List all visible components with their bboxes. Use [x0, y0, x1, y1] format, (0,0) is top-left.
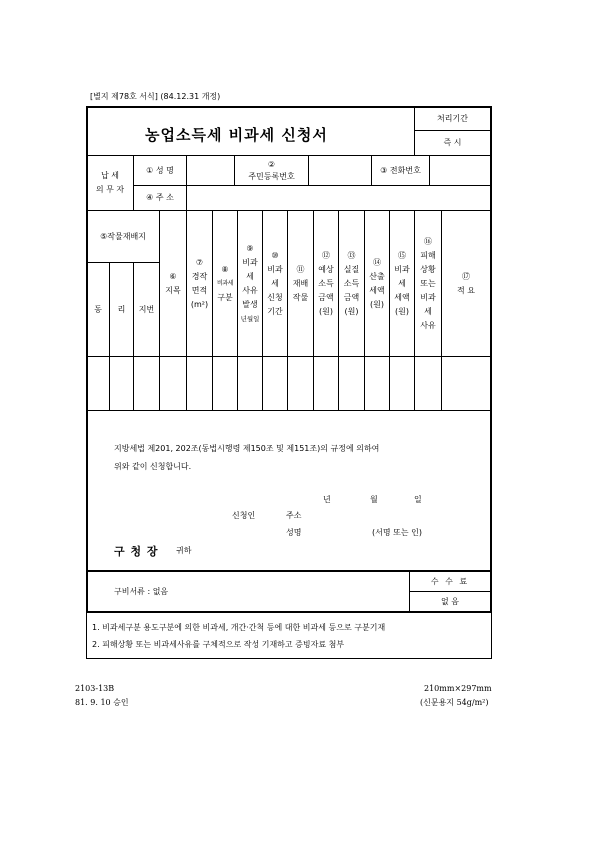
column-15-line2: 세	[398, 278, 406, 288]
fee-label: 수 수 료	[430, 576, 470, 586]
column-16-number: ⑯	[424, 236, 432, 246]
column-17-number: ⑰	[462, 271, 470, 281]
column-12-line4: (원)	[319, 306, 333, 316]
processing-period-value: 즉 시	[443, 138, 462, 147]
column-cultivated-area	[187, 211, 212, 356]
column-13-line3: 금액	[343, 292, 360, 302]
phone-field[interactable]	[430, 156, 490, 185]
column-9-line1: 비과	[242, 257, 258, 267]
column-16-line6: 사유	[420, 320, 436, 330]
column-6-number: ⑥	[169, 271, 177, 281]
column-exempt-tax	[390, 211, 414, 356]
column-10-line3: 신청	[267, 292, 283, 302]
column-7-number: ⑦	[195, 257, 204, 267]
column-15-number: ⑮	[398, 250, 406, 260]
taxpayer-label	[87, 156, 133, 210]
column-exemption-date	[238, 211, 262, 356]
rrn-text: 주민등록번호	[248, 171, 295, 181]
applicant-address-label: 주소	[286, 511, 302, 520]
column-16-line2: 상황	[420, 264, 436, 274]
column-8-number: ⑧	[221, 264, 229, 274]
date-year: 년	[323, 495, 331, 504]
fee-value: 없 음	[441, 596, 459, 606]
required-documents: 구비서류 : 없음	[114, 587, 169, 596]
rrn-field[interactable]	[309, 156, 371, 185]
column-6-label: 지목	[165, 285, 181, 295]
recipient-honorific: 귀하	[176, 546, 192, 555]
column-13-number: ⑬	[347, 250, 356, 260]
column-exemption-type	[213, 211, 237, 356]
date-day: 일	[414, 495, 422, 504]
rrn-label	[235, 156, 308, 185]
taxpayer-label-line2: 의 무 자	[95, 185, 125, 194]
note-2: 2. 피해상황 또는 비과세사유를 구체적으로 작성 기재하고 증빙자료 첨부	[92, 640, 345, 649]
name-label: ① 성 명	[146, 165, 174, 175]
column-crop	[288, 211, 313, 356]
column-9-line4: 발생	[242, 299, 258, 309]
applicant-label: 신청인	[232, 511, 256, 520]
column-ri: 리	[117, 304, 126, 314]
column-13-line4: (원)	[344, 306, 359, 316]
column-damage-reason	[415, 211, 441, 356]
declaration-line-1: 지방세법 제201, 202조(동법시행령 제150조 및 제151조)의 규정에 의하여	[114, 444, 380, 453]
column-actual-income	[339, 211, 364, 356]
phone-label: ③ 전화번호	[380, 165, 421, 175]
column-16-line1: 피해	[420, 250, 436, 260]
column-13-line1: 실질	[343, 264, 360, 274]
processing-period-label: 처리기간	[437, 114, 468, 123]
column-14-number: ⑭	[373, 257, 381, 267]
column-15-line3: 세액	[394, 292, 410, 302]
column-dong: 동	[94, 304, 102, 314]
column-10-number: ⑩	[271, 250, 279, 260]
table-row[interactable]	[88, 357, 489, 409]
column-expected-income	[314, 211, 338, 356]
column-11-line1: 재배	[292, 278, 309, 288]
column-12-number: ⑫	[322, 250, 330, 260]
column-16-line4: 비과	[420, 292, 436, 302]
address-label: ④ 주 소	[146, 193, 174, 202]
column-10-line2: 세	[271, 278, 279, 288]
column-16-line3: 또는	[420, 278, 436, 288]
form-reference: [별지 제78호 서식] (84.12.31 개정)	[90, 92, 221, 101]
column-9-line3: 사유	[242, 285, 258, 295]
column-9-line2: 세	[246, 271, 254, 281]
column-15-line1: 비과	[394, 264, 410, 274]
column-calculated-tax	[365, 211, 389, 356]
column-13-line2: 소득	[343, 278, 360, 288]
column-16-line5: 세	[424, 306, 432, 316]
page-title: 농업소득세 비과세 신청서	[145, 126, 328, 144]
rrn-number: ②	[267, 159, 276, 169]
column-15-line4: (원)	[395, 306, 409, 316]
column-land-category	[160, 211, 186, 356]
column-7-line3: (m²)	[190, 299, 209, 309]
recipient: 구 청 장	[114, 545, 159, 558]
name-field[interactable]	[187, 156, 234, 185]
applicant-name-label: 성명	[286, 528, 302, 537]
form-code: 2103-13B	[75, 684, 115, 693]
column-11-line2: 작물	[292, 292, 309, 302]
column-jibeon: 지번	[138, 304, 155, 314]
note-1: 1. 비과세구분 용도구분에 의한 비과세, 개간·간척 등에 대한 비과세 등으로 구분기재	[92, 623, 386, 632]
column-9-number: ⑨	[246, 243, 254, 253]
column-location: ⑤작물재배지	[100, 231, 146, 241]
column-11-number: ⑪	[296, 264, 305, 274]
address-field[interactable]	[187, 186, 490, 210]
column-9-line5: 년월일	[240, 314, 260, 323]
date-month: 월	[370, 495, 378, 504]
declaration-line-2: 위와 같이 신청합니다.	[114, 462, 192, 471]
column-14-line3: (원)	[370, 299, 384, 309]
column-application-period	[263, 211, 287, 356]
column-12-line2: 소득	[318, 278, 334, 288]
column-remarks	[442, 211, 490, 356]
signature-label: (서명 또는 인)	[372, 528, 422, 537]
column-10-line4: 기간	[267, 306, 283, 316]
taxpayer-label-line1: 납 세	[101, 171, 119, 180]
paper-size: 210mm×297mm	[424, 684, 492, 693]
column-8-line1: 비과세	[217, 279, 233, 287]
column-7-line2: 면적	[191, 285, 208, 295]
column-14-line1: 산출	[369, 271, 385, 281]
column-17-label: 적 요	[457, 285, 475, 295]
paper-type: (신문용지 54g/m²)	[420, 698, 489, 707]
column-14-line2: 세액	[369, 285, 385, 295]
column-7-line1: 경작	[191, 271, 208, 281]
column-10-line1: 비과	[267, 264, 283, 274]
column-8-line2: 구분	[217, 292, 233, 302]
column-12-line3: 금액	[318, 292, 334, 302]
approval-date: 81. 9. 10 승인	[75, 698, 129, 707]
column-12-line1: 예상	[318, 264, 334, 274]
